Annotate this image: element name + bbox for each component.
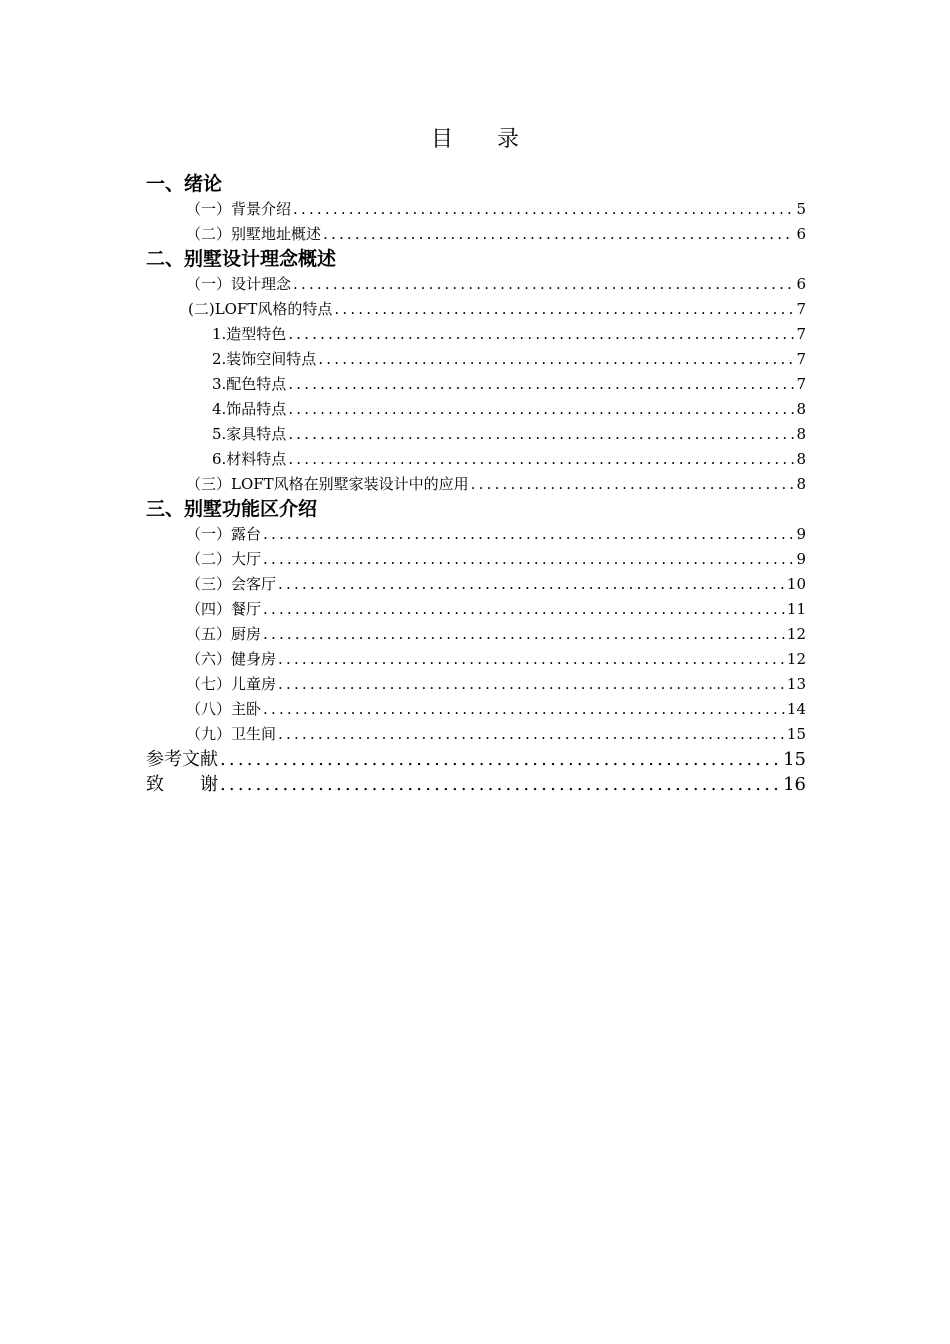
toc-entry-label: （五）厨房 xyxy=(186,622,263,647)
toc-page-number: 6 xyxy=(796,225,806,243)
dot-leader xyxy=(263,597,785,622)
toc-entry-label: （一）背景介绍 xyxy=(186,197,293,222)
toc-entry-label: 3.配色特点 xyxy=(212,372,288,397)
toc-entry[interactable] xyxy=(186,272,806,297)
toc-entry[interactable] xyxy=(186,572,806,597)
dot-leader xyxy=(278,722,785,747)
toc-page-number: 9 xyxy=(796,550,806,568)
toc-page-number: 13 xyxy=(786,675,806,693)
toc-entry-label: 5.家具特点 xyxy=(212,422,288,447)
dot-leader xyxy=(220,772,781,797)
toc-entry[interactable] xyxy=(186,197,806,222)
toc-entry-label: （二）别墅地址概述 xyxy=(186,222,323,247)
toc-entry[interactable] xyxy=(188,297,806,322)
dot-leader xyxy=(278,672,785,697)
toc-entry-label: 致 谢 xyxy=(146,774,218,795)
toc-entry-label: （一）设计理念 xyxy=(186,272,293,297)
dot-leader xyxy=(293,197,794,222)
toc-page-number: 11 xyxy=(786,600,806,618)
toc-page-number: 15 xyxy=(783,749,806,770)
toc-entry-label: （七）儿童房 xyxy=(186,672,278,697)
toc-entry[interactable] xyxy=(186,622,806,647)
toc-entry[interactable] xyxy=(186,647,806,672)
dot-leader xyxy=(318,347,794,372)
toc-entry-label: （三）会客厅 xyxy=(186,572,278,597)
toc-section-heading[interactable]: 一、绪论 xyxy=(146,173,223,195)
toc-page-number: 10 xyxy=(786,575,806,593)
toc-entry-label: (二)LOFT风格的特点 xyxy=(188,297,334,322)
toc-entry-label: （三）LOFT风格在别墅家装设计中的应用 xyxy=(186,472,471,497)
toc-entry-top[interactable] xyxy=(146,747,806,772)
toc-entry[interactable] xyxy=(212,347,806,372)
toc-entry-label: 4.饰品特点 xyxy=(212,397,288,422)
toc-entry-label: （二）大厅 xyxy=(186,547,263,572)
dot-leader xyxy=(263,697,785,722)
toc-page-number: 7 xyxy=(796,325,806,343)
dot-leader xyxy=(263,522,794,547)
toc-entry-label: （一）露台 xyxy=(186,522,263,547)
toc-entry-label: （九）卫生间 xyxy=(186,722,278,747)
toc-entry-top[interactable] xyxy=(146,772,806,797)
toc-page-number: 12 xyxy=(786,650,806,668)
toc-title: 目 录 xyxy=(430,127,519,152)
dot-leader xyxy=(278,572,785,597)
toc-page-number: 8 xyxy=(796,475,806,493)
toc-page-number: 14 xyxy=(786,700,806,718)
dot-leader xyxy=(288,447,794,472)
toc-page-number: 8 xyxy=(796,450,806,468)
toc-entry[interactable] xyxy=(186,672,806,697)
toc-page-number: 6 xyxy=(796,275,806,293)
dot-leader xyxy=(293,272,794,297)
dot-leader xyxy=(263,547,794,572)
dot-leader xyxy=(263,622,785,647)
dot-leader xyxy=(288,422,794,447)
toc-entry[interactable] xyxy=(212,322,806,347)
toc-entry-label: （六）健身房 xyxy=(186,647,278,672)
toc-page-number: 9 xyxy=(796,525,806,543)
toc-page-number: 8 xyxy=(796,425,806,443)
toc-entry[interactable] xyxy=(186,222,806,247)
toc-entry-label: 6.材料特点 xyxy=(212,447,288,472)
dot-leader xyxy=(334,297,794,322)
dot-leader xyxy=(288,372,794,397)
dot-leader xyxy=(323,222,794,247)
toc-entry[interactable] xyxy=(186,472,806,497)
dot-leader xyxy=(288,322,794,347)
toc-entry-label: （八）主卧 xyxy=(186,697,263,722)
toc-entry-label: 2.装饰空间特点 xyxy=(212,347,318,372)
dot-leader xyxy=(471,472,795,497)
toc-entry-label: （四）餐厅 xyxy=(186,597,263,622)
toc-page-number: 5 xyxy=(796,200,806,218)
toc-page-number: 16 xyxy=(783,774,806,795)
toc-entry[interactable] xyxy=(212,372,806,397)
toc-page-number: 7 xyxy=(796,375,806,393)
toc-entry-label: 参考文献 xyxy=(146,749,218,770)
toc-entry[interactable] xyxy=(186,722,806,747)
toc-entry-label: 1.造型特色 xyxy=(212,322,288,347)
toc-section-heading[interactable]: 三、别墅功能区介绍 xyxy=(146,498,318,520)
toc-entry[interactable] xyxy=(212,447,806,472)
toc-entry[interactable] xyxy=(212,422,806,447)
toc-entry[interactable] xyxy=(186,547,806,572)
dot-leader xyxy=(288,397,794,422)
toc-page-number: 8 xyxy=(796,400,806,418)
toc-page-number: 7 xyxy=(796,300,806,318)
toc-page-number: 7 xyxy=(796,350,806,368)
toc-page-number: 15 xyxy=(786,725,806,743)
toc-entry[interactable] xyxy=(186,597,806,622)
toc-section-heading[interactable]: 二、别墅设计理念概述 xyxy=(146,248,337,270)
toc-entry[interactable] xyxy=(186,697,806,722)
dot-leader xyxy=(220,747,781,772)
dot-leader xyxy=(278,647,785,672)
toc-entry[interactable] xyxy=(212,397,806,422)
toc-entry[interactable] xyxy=(186,522,806,547)
table-of-contents xyxy=(0,172,950,797)
toc-page-number: 12 xyxy=(786,625,806,643)
